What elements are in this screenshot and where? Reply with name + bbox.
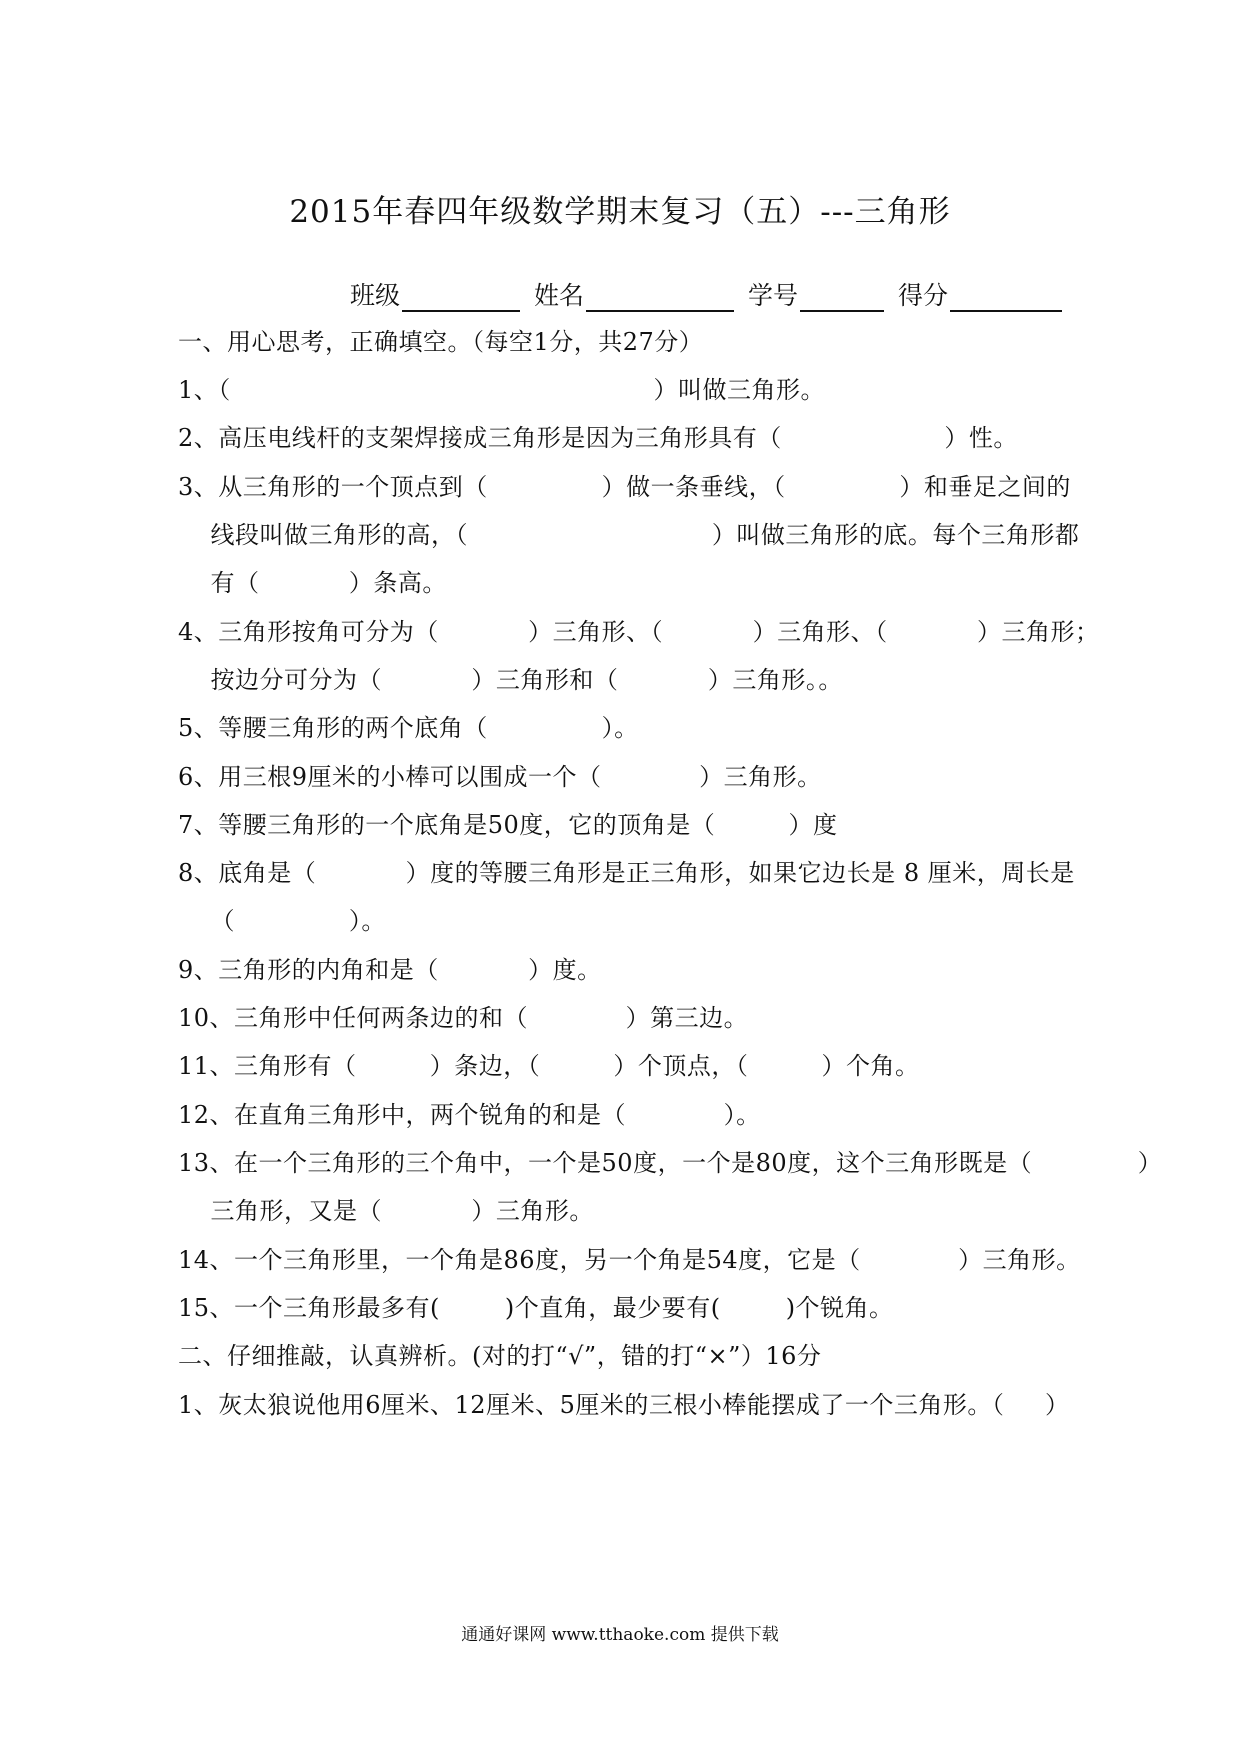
question-10: 10、三角形中任何两条边的和（ ）第三边。 — [178, 1004, 749, 1032]
question-2: 2、高压电线杆的支架焊接成三角形是因为三角形具有（ ）性。 — [178, 424, 1018, 452]
name-blank — [586, 286, 734, 312]
student-number-blank — [800, 286, 884, 312]
section-2-heading: 二、仔细推敲，认真辨析。(对的打“√”，错的打“×”）16分 — [178, 1342, 822, 1370]
name-field — [534, 276, 734, 312]
class-label: 班级 — [350, 281, 401, 310]
name-label: 姓名 — [534, 281, 585, 310]
question-11: 11、三角形有（ ）条边，（ ）个顶点，（ ）个角。 — [178, 1052, 920, 1080]
question-1: 1、（ ）叫做三角形。 — [178, 376, 825, 404]
question-7: 7、等腰三角形的一个底角是50度，它的顶角是（ ）度 — [178, 811, 838, 839]
class-blank — [402, 286, 520, 312]
score-label: 得分 — [898, 281, 949, 310]
student-number-label: 学号 — [748, 281, 799, 310]
question-3-line-2: 线段叫做三角形的高，（ ）叫做三角形的底。每个三角形都 — [178, 521, 1080, 549]
footer-credit: 通通好课网 www.tthaoke.com 提供下载 — [461, 1625, 779, 1645]
question-13-line-2: 三角形，又是（ ）三角形。 — [178, 1197, 594, 1225]
question-4-line-2: 按边分可分为（ ）三角形和（ ）三角形。。 — [178, 666, 843, 694]
question-13-line-1: 13、在一个三角形的三个角中，一个是50度，一个是80度，这个三角形既是（ ） — [178, 1149, 1163, 1177]
judgment-question-1: 1、灰太狼说他用6厘米、12厘米、5厘米的三根小棒能摆成了一个三角形。（ ） — [178, 1391, 1070, 1419]
question-3-line-3: 有（ ）条高。 — [178, 569, 447, 597]
question-8-line-1: 8、底角是（ ）度的等腰三角形是正三角形，如果它边长是 8 厘米，周长是 — [178, 859, 1075, 887]
question-12: 12、在直角三角形中，两个锐角的和是（ ）。 — [178, 1101, 761, 1129]
question-9: 9、三角形的内角和是（ ）度。 — [178, 956, 602, 984]
question-8-line-2: （ ）。 — [178, 907, 386, 935]
student-number-field — [748, 276, 884, 312]
question-3-line-1: 3、从三角形的一个顶点到（ ）做一条垂线，（ ）和垂足之间的 — [178, 473, 1071, 501]
question-4-line-1: 4、三角形按角可分为（ ）三角形、（ ）三角形、（ ）三角形； — [178, 618, 1100, 646]
class-field — [350, 276, 520, 312]
score-field — [898, 276, 1062, 312]
score-blank — [950, 286, 1062, 312]
page-title: 2015年春四年级数学期末复习（五）---三角形 — [289, 194, 951, 230]
question-14: 14、一个三角形里，一个角是86度，另一个角是54度，它是（ ）三角形。 — [178, 1246, 1081, 1274]
question-6: 6、用三根9厘米的小棒可以围成一个（ ）三角形。 — [178, 763, 822, 791]
student-info-row — [350, 276, 1076, 312]
question-5: 5、等腰三角形的两个底角（ ）。 — [178, 714, 639, 742]
question-15: 15、一个三角形最多有( )个直角，最少要有( )个锐角。 — [178, 1294, 894, 1322]
section-1-heading: 一、用心思考，正确填空。（每空1分，共27分） — [178, 328, 704, 356]
